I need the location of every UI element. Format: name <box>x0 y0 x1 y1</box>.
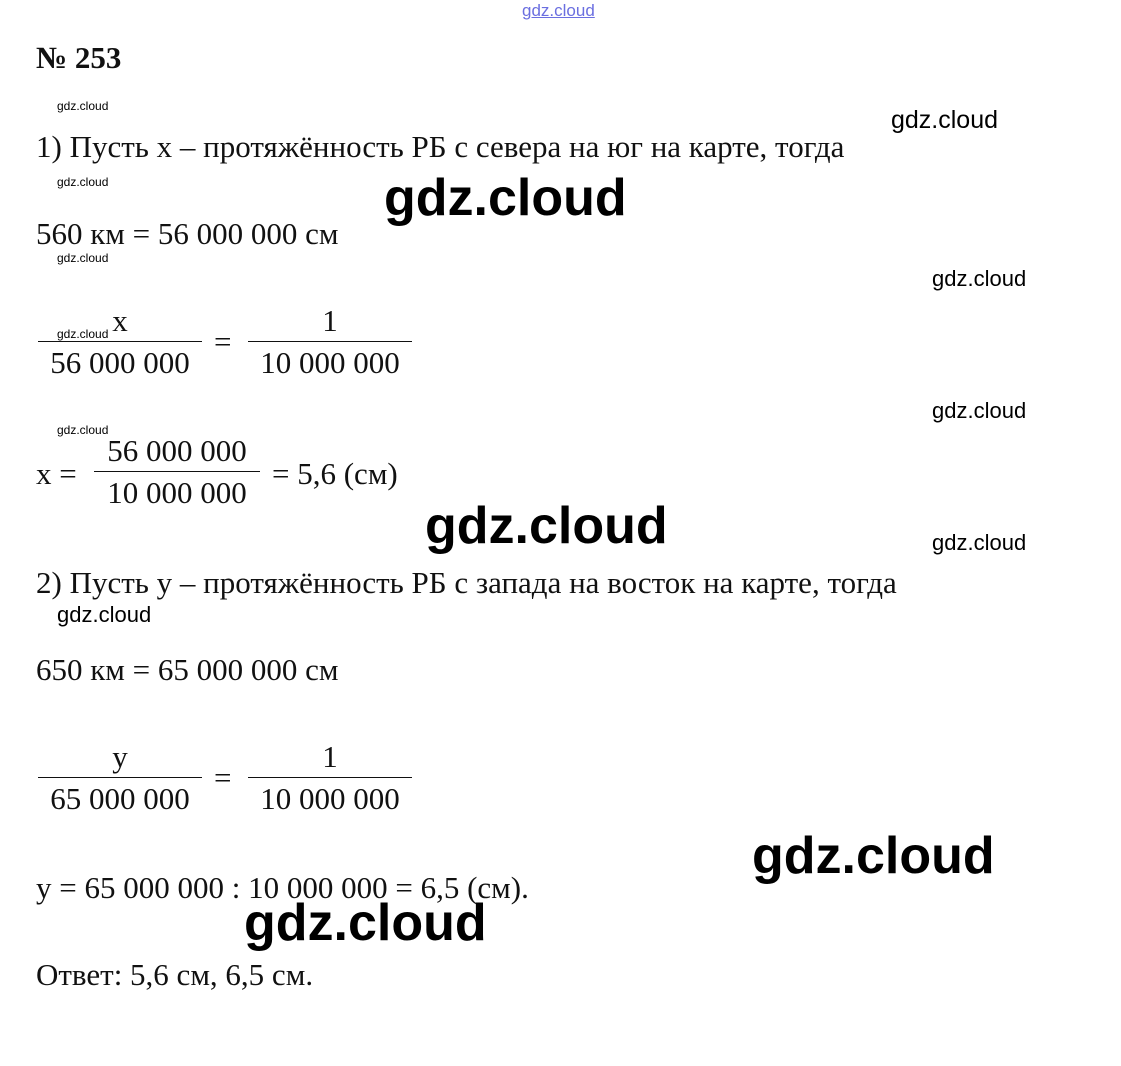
fraction-denominator: 10 000 000 <box>260 345 400 380</box>
watermark-large: gdz.cloud <box>384 169 627 227</box>
fraction-bar <box>38 341 202 342</box>
top-watermark-link[interactable]: gdz.cloud <box>522 1 595 20</box>
part1-intro: 1) Пусть x – протяжённость РБ с севера на юг на карте, тогда <box>36 129 845 164</box>
fraction-bar <box>248 341 412 342</box>
watermark-medium: gdz.cloud <box>932 266 1027 291</box>
part1-solve-result: = 5,6 (см) <box>272 456 398 491</box>
part1-scale-fraction <box>248 304 412 380</box>
fraction-bar <box>38 777 202 778</box>
watermark-small: gdz.cloud <box>57 327 109 341</box>
watermark-medium: gdz.cloud <box>932 530 1027 555</box>
fraction-denominator: 56 000 000 <box>50 345 190 380</box>
fraction-numerator: 1 <box>322 303 338 338</box>
watermark-medium: gdz.cloud <box>932 398 1027 423</box>
part2-proportion-fraction <box>38 740 202 816</box>
fraction-denominator: 10 000 000 <box>107 475 247 510</box>
problem-number: № 253 <box>36 40 122 75</box>
part2-intro: 2) Пусть y – протяжённость РБ с запада на восток на карте, тогда <box>36 565 897 600</box>
fraction-numerator: 56 000 000 <box>107 433 247 468</box>
watermark-small: gdz.cloud <box>57 99 109 113</box>
watermark-large: gdz.cloud <box>752 827 995 885</box>
answer: Ответ: 5,6 см, 6,5 см. <box>36 957 314 992</box>
watermark-small: gdz.cloud <box>57 423 109 437</box>
part1-conversion: 560 км = 56 000 000 см <box>36 216 339 251</box>
watermark-medium: gdz.cloud <box>57 602 152 627</box>
fraction-bar <box>94 471 260 472</box>
watermark-large: gdz.cloud <box>425 497 668 555</box>
equals-sign: = <box>214 324 232 359</box>
fraction-bar <box>248 777 412 778</box>
part2-solve: y = 65 000 000 : 10 000 000 = 6,5 (см). <box>36 870 529 905</box>
part1-proportion-fraction <box>38 304 202 380</box>
part2-scale-fraction <box>248 740 412 816</box>
equals-sign: = <box>214 760 232 795</box>
fraction-denominator: 10 000 000 <box>260 781 400 816</box>
watermark-small: gdz.cloud <box>57 251 109 265</box>
fraction-denominator: 65 000 000 <box>50 781 190 816</box>
fraction-numerator: 1 <box>322 739 338 774</box>
part1-solve-fraction <box>94 434 260 510</box>
part1-solve-lhs: x = <box>36 456 77 491</box>
fraction-numerator: x <box>112 303 128 338</box>
fraction-numerator: y <box>112 739 128 774</box>
part2-conversion: 650 км = 65 000 000 см <box>36 652 339 687</box>
watermark-small: gdz.cloud <box>57 175 109 189</box>
watermark-medium: gdz.cloud <box>891 106 999 134</box>
watermark-large: gdz.cloud <box>244 894 487 952</box>
